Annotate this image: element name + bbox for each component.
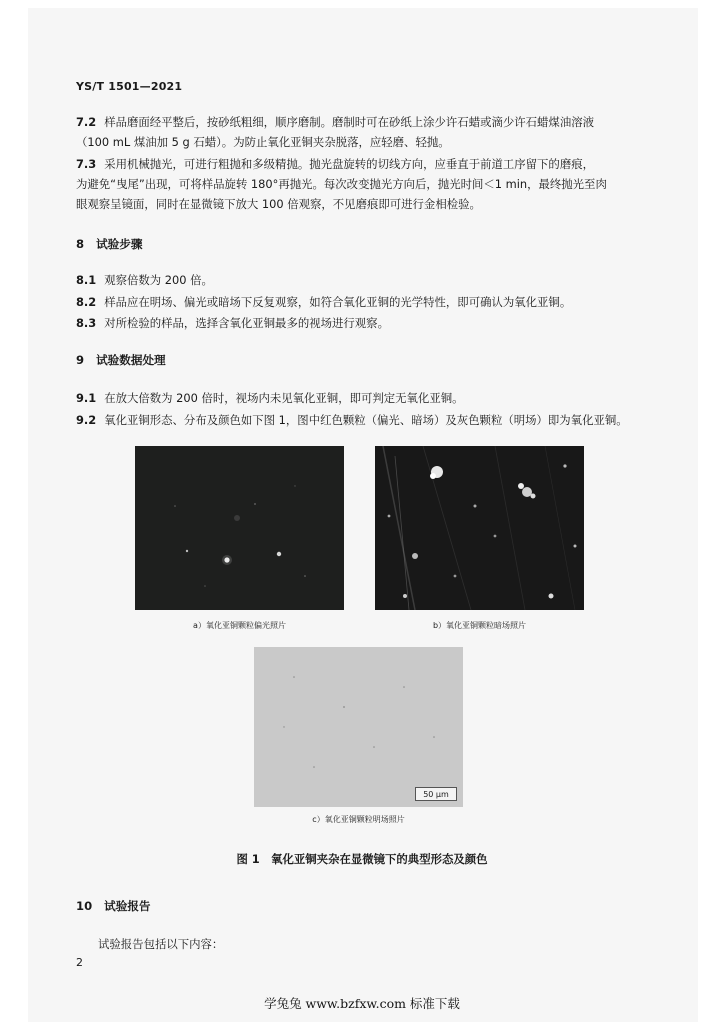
figure-caption-a: a）氧化亚铜颗粒偏光照片 [193, 621, 286, 630]
paragraph-8-2 [76, 292, 676, 312]
clause-number: 8.2 [76, 295, 97, 309]
micrograph-brightfield [254, 647, 463, 807]
section-title: 试验报告 [104, 899, 151, 913]
clause-number: 7.3 [76, 157, 97, 171]
paragraph-line: 氧化亚铜形态、分布及颜色如下图 1，图中红色颗粒（偏光、暗场）及灰色颗粒（明场）即为氧化亚铜。 [104, 413, 628, 427]
paragraph-9-2 [76, 410, 676, 430]
clause-number: 7.2 [76, 115, 97, 129]
figure-caption-b: b）氧化亚铜颗粒暗场照片 [432, 621, 527, 630]
micrograph-polarized-image [135, 446, 344, 610]
section-number: 8 [76, 237, 85, 251]
paragraph-7-3 [76, 154, 676, 214]
section-number: 9 [76, 353, 85, 367]
micrograph-darkfield [375, 446, 584, 610]
paragraph-line: （100 mL 煤油加 5 g 石蜡）。为防止氧化亚铜夹杂脱落，应轻磨、轻抛。 [76, 135, 450, 149]
paragraph-10-intro: 试验报告包括以下内容： [98, 937, 224, 951]
footer-watermark: 学兔兔 www.bzfxw.com 标准下载 [264, 996, 460, 1011]
paragraph-line: 样品磨面经平整后，按砂纸粗细，顺序磨制。磨制时可在砂纸上涂少许石蜡或滴少许石蜡煤油溶液 [104, 115, 594, 129]
section-heading-9 [76, 352, 166, 368]
paragraph-8-1 [76, 270, 676, 290]
paragraph-line: 样品应在明场、偏光或暗场下反复观察，如符合氧化亚铜的光学特性，即可确认为氧化亚铜。 [104, 295, 572, 309]
clause-number: 9.2 [76, 413, 97, 427]
section-heading-8 [76, 236, 142, 252]
scale-bar: 50 μm [415, 787, 457, 801]
paragraph-8-3 [76, 313, 676, 333]
page-number: 2 [76, 956, 83, 969]
clause-number: 8.3 [76, 316, 97, 330]
paragraph-line: 为避免“曳尾”出现，可将样品旋转 180°再抛光。每次改变抛光方向后，抛光时间＜1 min，最终抛光至肉 [76, 177, 607, 191]
figure-caption-c: c）氧化亚铜颗粒明场照片 [312, 815, 405, 824]
figure-title: 图 1 氧化亚铜夹杂在显微镜下的典型形态及颜色 [236, 852, 488, 866]
section-number: 10 [76, 899, 93, 913]
section-title: 试验数据处理 [96, 353, 166, 367]
paragraph-line: 对所检验的样品，选择含氧化亚铜最多的视场进行观察。 [104, 316, 389, 330]
paragraph-line: 在放大倍数为 200 倍时，视场内未见氧化亚铜，即可判定无氧化亚铜。 [104, 391, 464, 405]
section-title: 试验步骤 [96, 237, 143, 251]
section-heading-10 [76, 898, 151, 914]
standard-code: YS/T 1501—2021 [76, 80, 183, 93]
paragraph-line: 观察倍数为 200 倍。 [104, 273, 213, 287]
paragraph-9-1 [76, 388, 676, 408]
micrograph-brightfield-image [254, 647, 463, 807]
clause-number: 8.1 [76, 273, 97, 287]
paragraph-line: 采用机械抛光，可进行粗抛和多级精抛。抛光盘旋转的切线方向，应垂直于前道工序留下的磨痕， [104, 157, 594, 171]
paragraph-7-2 [76, 112, 676, 152]
clause-number: 9.1 [76, 391, 97, 405]
micrograph-polarized [135, 446, 344, 610]
paragraph-line: 眼观察呈镜面，同时在显微镜下放大 100 倍观察，不见磨痕即可进行金相检验。 [76, 197, 481, 211]
micrograph-darkfield-image [375, 446, 584, 610]
